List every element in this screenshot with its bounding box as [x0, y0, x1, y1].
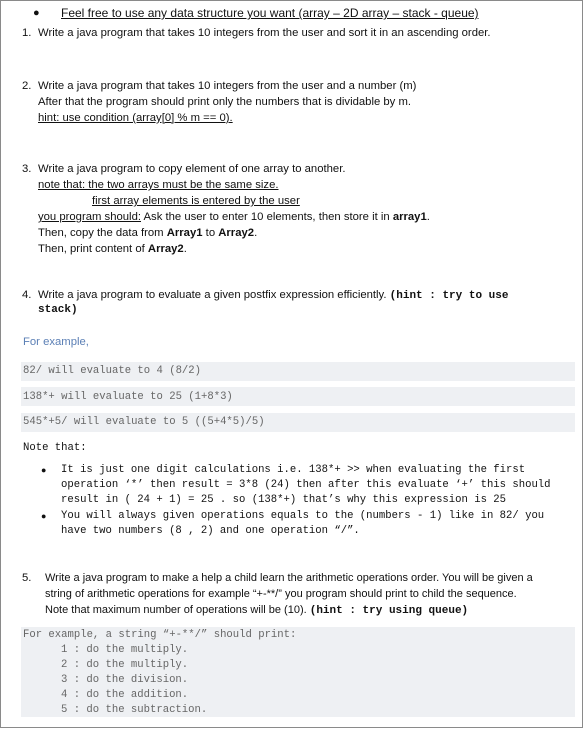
q4-example-1: 82/ will evaluate to 4 (8/2): [23, 365, 202, 377]
q3-first: first array elements is entered by the user: [92, 195, 300, 207]
header-note: Feel free to use any data structure you want (array – 2D array – stack - queue): [61, 6, 479, 20]
bullet-icon: ●: [33, 7, 40, 19]
q4-note1-l1: It is just one digit calculations i.e. 138*+ >> when evaluating the first: [61, 464, 526, 476]
q4-note2-l2: have two numbers (8 , 2) and one operation “/”.: [61, 525, 360, 537]
q4-example-3: 545*+5/ will evaluate to 5 ((5+4*5)/5): [23, 416, 265, 428]
q2-line2: After that the program should print only the numbers that is dividable by m.: [38, 96, 411, 108]
q5-output-4: 4 : do the addition.: [61, 689, 189, 701]
q3-should-line: [38, 209, 430, 225]
q1-text: Write a java program that takes 10 integers from the user and sort it in an ascending order.: [38, 27, 491, 39]
bullet-icon: ●: [41, 465, 47, 475]
q5-output-3: 3 : do the division.: [61, 674, 189, 686]
q4-note2-l1: You will always given operations equals to the (numbers - 1) like in 82/ you: [61, 510, 545, 522]
q3-copy-pre: Then, copy the data from: [38, 227, 167, 239]
q5-line2: string of arithmetic operations for example “+-**/” you program should print to child the sequence.: [45, 588, 517, 600]
q4-note1-l2: operation ‘*’ then result = 3*8 (24) then after this evaluate ‘+’ this should: [61, 479, 551, 491]
q4-line1: Write a java program to evaluate a given postfix expression efficiently.: [38, 289, 390, 301]
q3-print-period: .: [183, 243, 187, 255]
q3-copy-array1: Array1: [166, 227, 203, 239]
q3-array1: array1: [392, 211, 427, 223]
q3-copy-array2: Array2: [218, 227, 255, 239]
q5-output-1: 1 : do the multiply.: [61, 644, 189, 656]
q5-line1: Write a java program to make a help a child learn the arithmetic operations order. You will be given a: [45, 572, 533, 584]
q3-print-line: [38, 241, 187, 257]
q4-for-example: For example,: [23, 336, 89, 348]
q1-number: 1.: [22, 27, 32, 39]
q3-number: 3.: [22, 163, 32, 175]
q3-print-pre: Then, print content of: [38, 243, 148, 255]
q3-period: .: [426, 211, 430, 223]
q2-line1: Write a java program that takes 10 integers from the user and a number (m): [38, 80, 417, 92]
q3-line1: Write a java program to copy element of one array to another.: [38, 163, 346, 175]
q4-note1-l3: result in ( 24 + 1) = 25 . so (138*+) that’s why this expression is 25: [61, 494, 507, 506]
q5-for-example: For example, a string “+-**/” should print:: [23, 629, 297, 641]
q5-output-5: 5 : do the subtraction.: [61, 704, 208, 716]
q2-number: 2.: [22, 80, 32, 92]
q3-copy-to: to: [202, 227, 219, 239]
q3-copy-period: .: [254, 227, 258, 239]
q3-copy-line: [38, 225, 257, 241]
q3-print-array2: Array2: [147, 243, 184, 255]
q5-hint: (hint : try using queue): [309, 605, 469, 617]
q3-note: note that: the two arrays must be the same size.: [38, 179, 279, 191]
q5-line3-row: [45, 602, 468, 619]
q5-output-2: 2 : do the multiply.: [61, 659, 189, 671]
bullet-icon: ●: [41, 511, 47, 521]
q5-line3: Note that maximum number of operations will be (10).: [45, 604, 310, 616]
q4-note-that: Note that:: [23, 442, 87, 454]
q4-hint2: stack): [38, 304, 78, 316]
q5-number: 5.: [22, 572, 32, 584]
q4-number: 4.: [22, 289, 32, 301]
q3-should-text: Ask the user to enter 10 elements, then store it in: [141, 211, 393, 223]
q3-should-label: you program should:: [38, 211, 141, 223]
q2-hint: hint: use condition (array[0] % m == 0).: [38, 112, 233, 124]
q4-hint1: (hint : try to use: [389, 290, 509, 302]
q4-line1-row: [38, 287, 508, 304]
q4-example-2: 138*+ will evaluate to 25 (1+8*3): [23, 391, 233, 403]
